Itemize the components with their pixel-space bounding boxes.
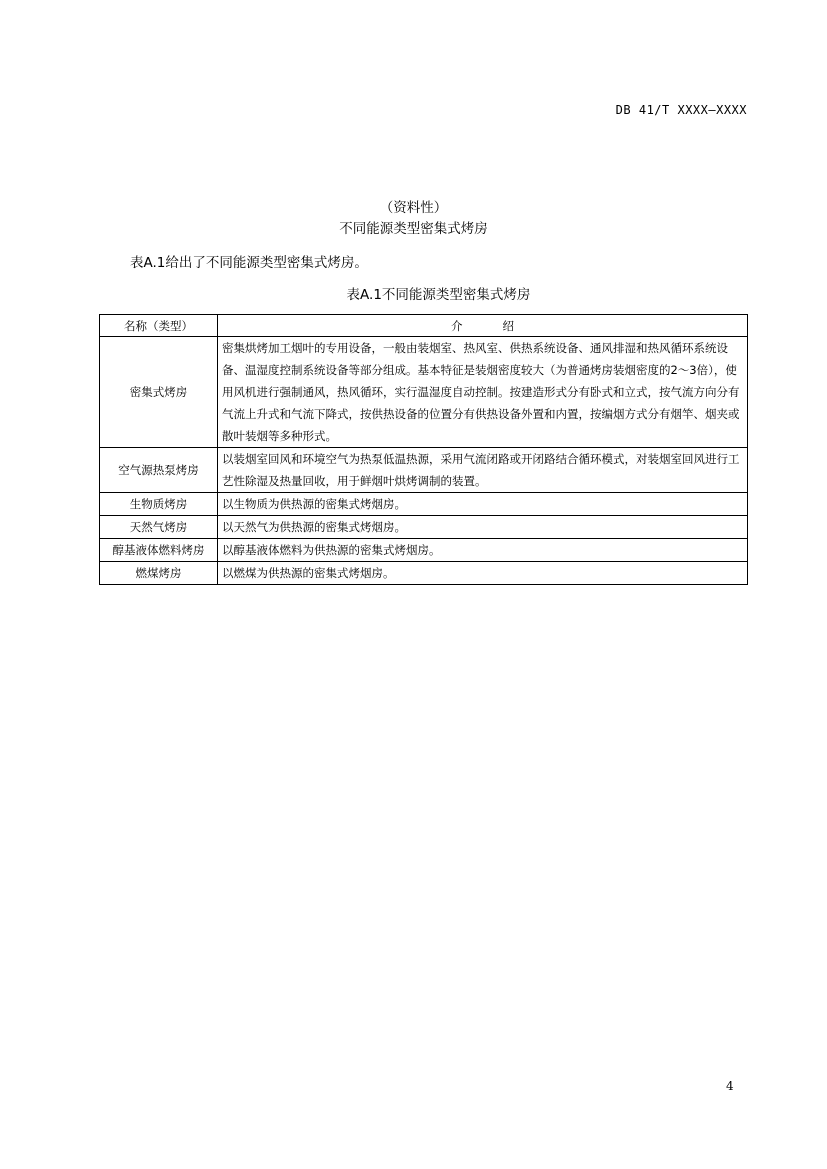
document-code: DB 41/T XXXX—XXXX (615, 103, 747, 117)
row-description-cell: 以醇基液体燃料为供热源的密集式烤烟房。 (218, 539, 748, 562)
table-row (100, 539, 748, 562)
table-row (100, 448, 748, 493)
row-name-cell: 天然气烤房 (100, 516, 218, 539)
header-introduction-label: 介绍 (451, 318, 554, 333)
row-description-cell: 以生物质为供热源的密集式烤烟房。 (218, 493, 748, 516)
row-description-cell: 密集烘烤加工烟叶的专用设备，一般由装烟室、热风室、供热系统设备、通风排湿和热风循环系统设备、温湿度控制系统设备等部分组成。基本特征是装烟密度较大（为普通烤房装烟密度的2～3倍），使用风机进行强制通风，热风循环，实行温湿度自动控制。按建造形式分有卧式和立式，按气流方向分有气流上升式和气流下降式，按供热设备的位置分有供热设备外置和内置，按编烟方式分有烟竿、烟夹或散叶装烟等多种形式。 (218, 337, 748, 448)
row-name-cell: 密集式烤房 (100, 337, 218, 448)
table-header-row (100, 315, 748, 337)
row-description-cell: 以燃煤为供热源的密集式烤烟房。 (218, 562, 748, 585)
header-introduction (218, 315, 748, 337)
annex-nature-label: （资料性） (379, 200, 448, 216)
table-row (100, 493, 748, 516)
row-description-cell: 以装烟室回风和环境空气为热泵低温热源，采用气流闭路或开闭路结合循环模式，对装烟室回风进行工艺性除湿及热量回收，用于鲜烟叶烘烤调制的装置。 (218, 448, 748, 493)
table-row (100, 516, 748, 539)
row-name-cell: 生物质烤房 (100, 493, 218, 516)
table-caption: 表A.1不同能源类型密集式烤房 (346, 287, 531, 303)
table-row (100, 562, 748, 585)
row-description-cell: 以天然气为供热源的密集式烤烟房。 (218, 516, 748, 539)
row-name-cell: 空气源热泵烤房 (100, 448, 218, 493)
header-name-type: 名称（类型） (100, 315, 218, 337)
row-name-cell: 醇基液体燃料烤房 (100, 539, 218, 562)
intro-paragraph: 表A.1给出了不同能源类型密集式烤房。 (130, 255, 368, 271)
table-row (100, 337, 748, 448)
row-name-cell: 燃煤烤房 (100, 562, 218, 585)
annex-title: 不同能源类型密集式烤房 (339, 221, 488, 237)
page-number: 4 (726, 1079, 734, 1093)
energy-type-table (99, 314, 748, 585)
